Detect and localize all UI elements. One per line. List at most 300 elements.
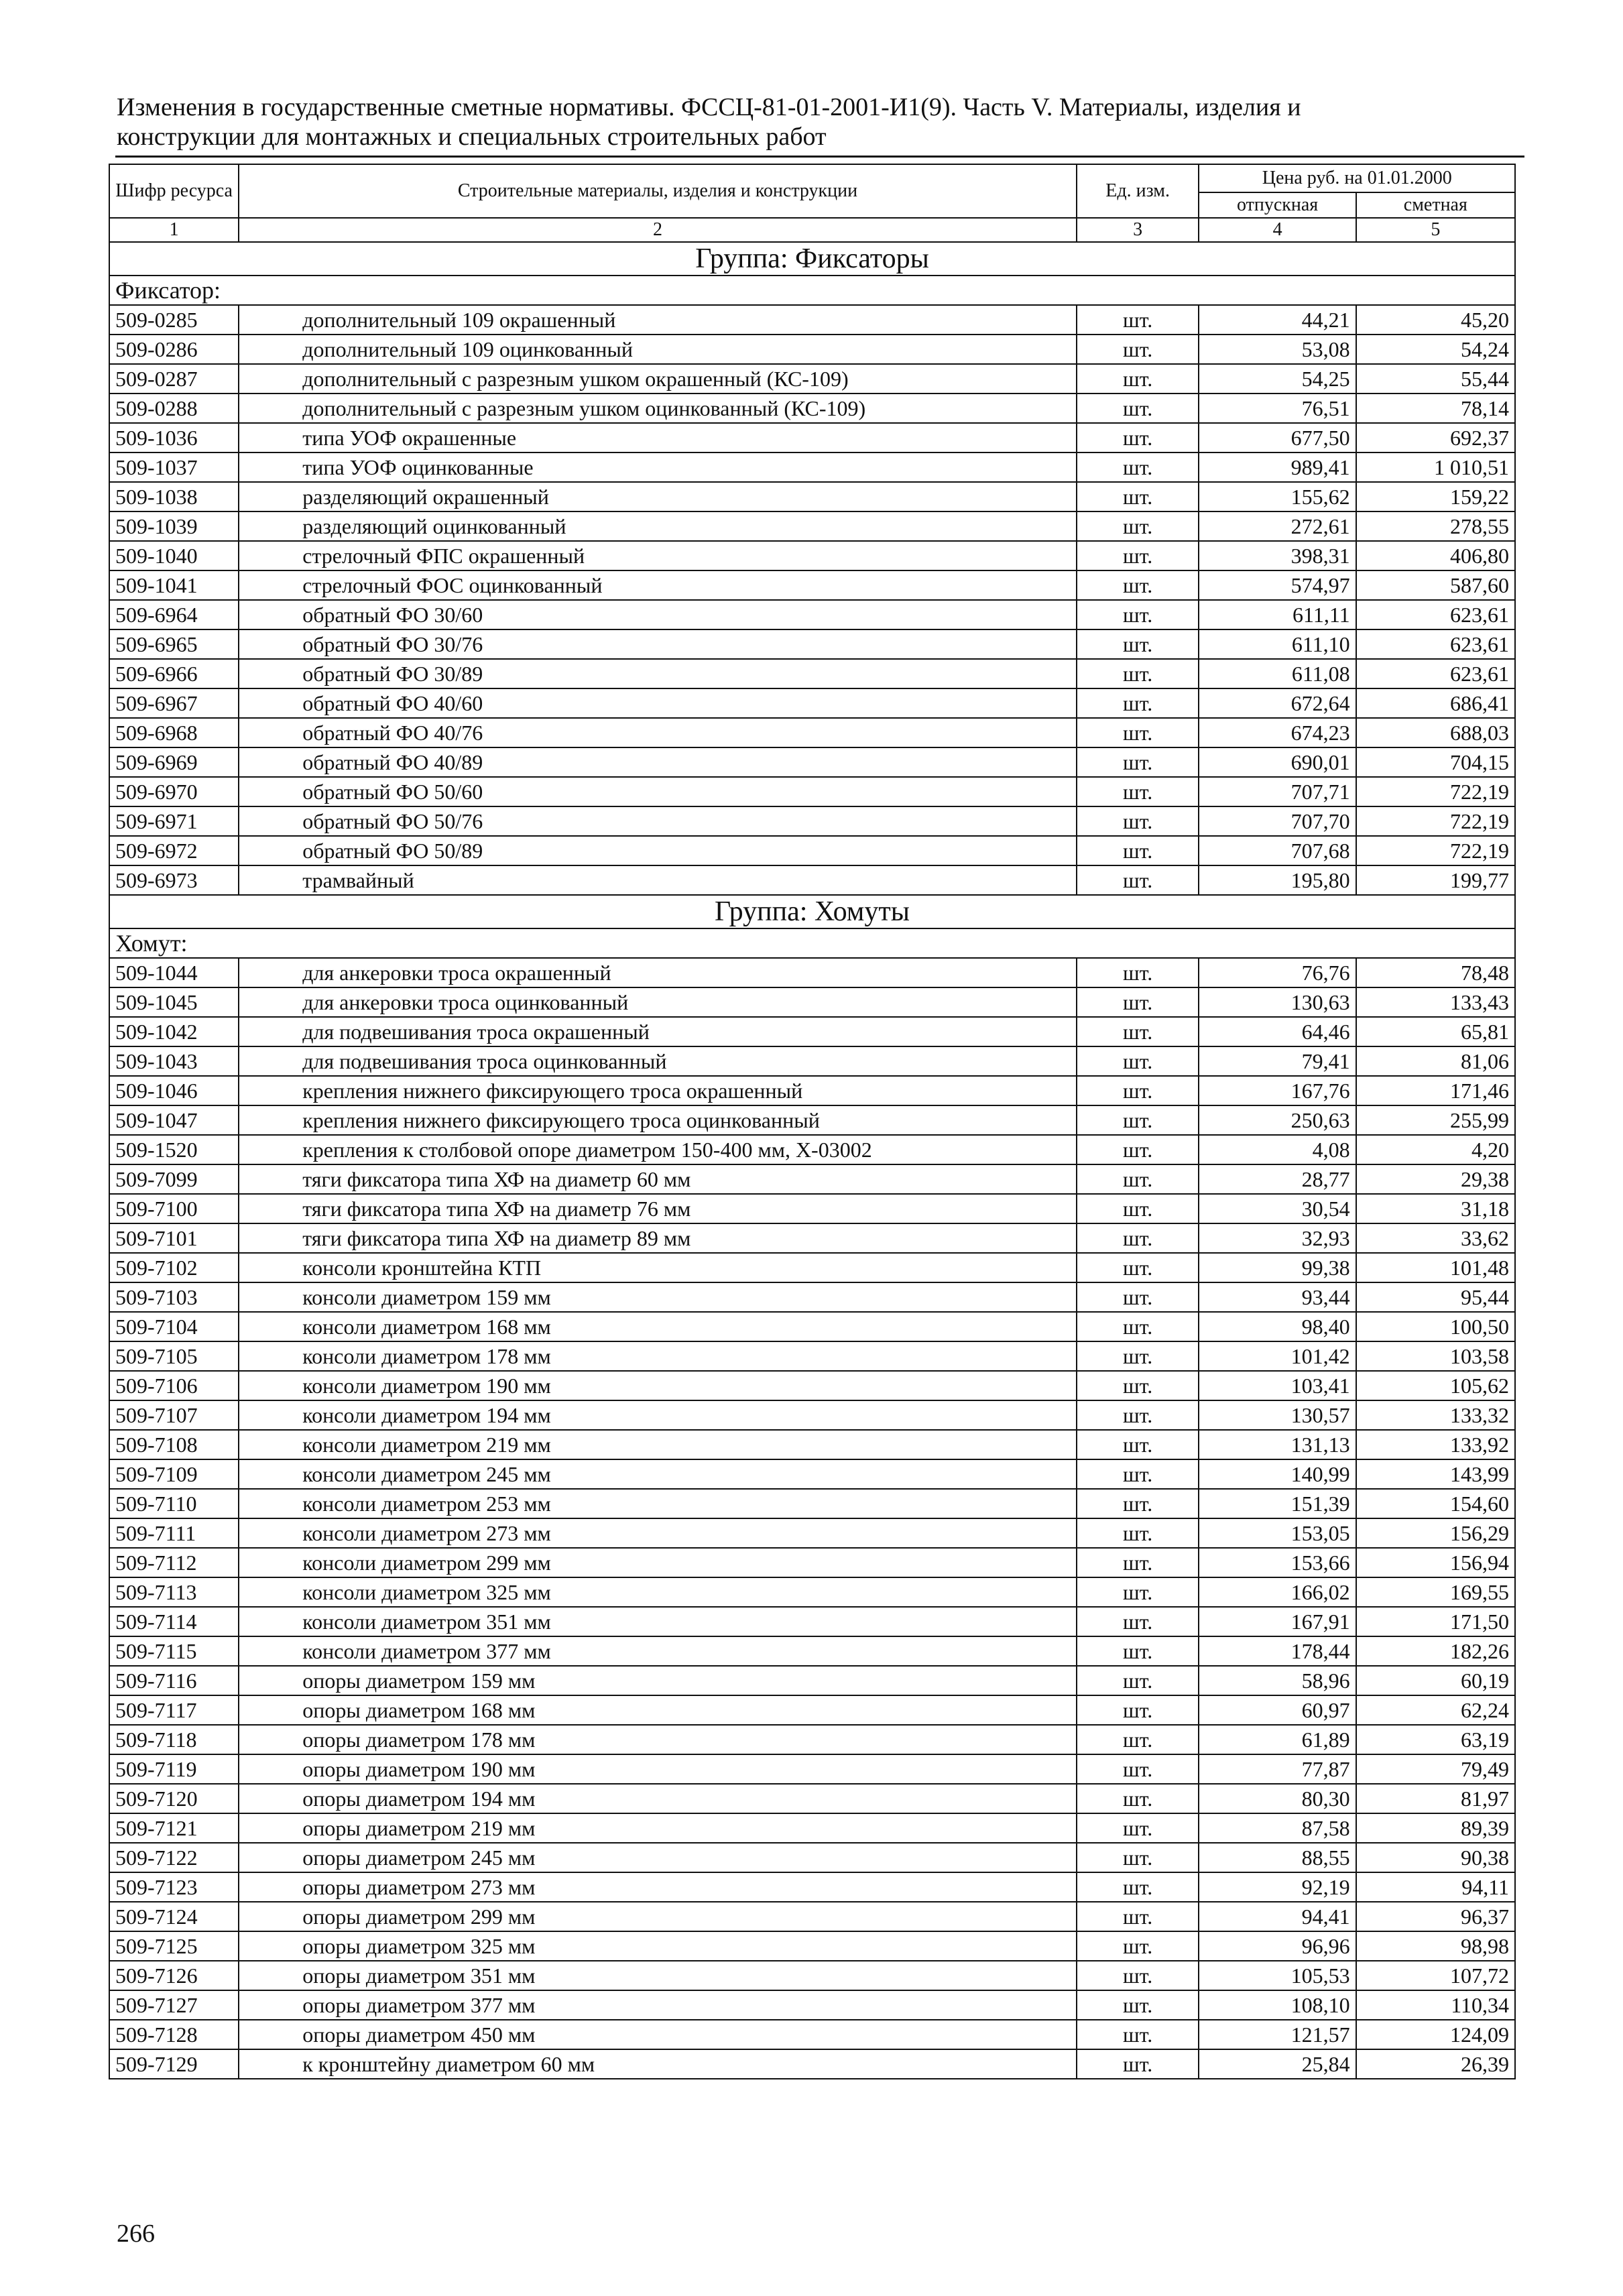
table-row — [109, 718, 1515, 747]
material-name-cell: опоры диаметром 159 мм — [239, 1666, 1077, 1695]
unit-cell: шт. — [1077, 1636, 1199, 1666]
column-header-name: Строительные материалы, изделия и конструкции — [239, 164, 1077, 218]
resource-code-cell: 509-0286 — [109, 335, 239, 364]
material-name-cell: дополнительный с разрезным ушком оцинкованный (КС-109) — [239, 394, 1077, 423]
estimate-price-cell: 81,97 — [1356, 1784, 1515, 1813]
table-row — [109, 1754, 1515, 1784]
estimate-price-cell: 159,22 — [1356, 482, 1515, 511]
unit-cell: шт. — [1077, 1135, 1199, 1164]
resource-code-cell: 509-1047 — [109, 1105, 239, 1135]
release-price-cell: 166,02 — [1199, 1577, 1356, 1607]
resource-code-cell: 509-1045 — [109, 987, 239, 1017]
resource-code-cell: 509-1040 — [109, 541, 239, 570]
resource-code-cell: 509-1043 — [109, 1046, 239, 1076]
unit-cell: шт. — [1077, 1784, 1199, 1813]
column-header-code: Шифр ресурса — [109, 164, 239, 218]
release-price-cell: 195,80 — [1199, 865, 1356, 895]
unit-cell: шт. — [1077, 1076, 1199, 1105]
release-price-cell: 77,87 — [1199, 1754, 1356, 1784]
estimate-price-cell: 704,15 — [1356, 747, 1515, 777]
unit-cell: шт. — [1077, 1695, 1199, 1725]
unit-cell: шт. — [1077, 836, 1199, 865]
table-row — [109, 747, 1515, 777]
estimate-price-cell: 182,26 — [1356, 1636, 1515, 1666]
release-price-cell: 167,91 — [1199, 1607, 1356, 1636]
unit-cell: шт. — [1077, 777, 1199, 806]
resource-code-cell: 509-1041 — [109, 570, 239, 600]
resource-code-cell: 509-7117 — [109, 1695, 239, 1725]
estimate-price-cell: 63,19 — [1356, 1725, 1515, 1754]
estimate-price-cell: 722,19 — [1356, 836, 1515, 865]
estimate-price-cell: 143,99 — [1356, 1459, 1515, 1489]
unit-cell: шт. — [1077, 364, 1199, 394]
page-number: 266 — [117, 2220, 155, 2248]
estimate-price-cell: 100,50 — [1356, 1312, 1515, 1341]
unit-cell: шт. — [1077, 1164, 1199, 1194]
release-price-cell: 76,76 — [1199, 958, 1356, 987]
resource-code-cell: 509-1046 — [109, 1076, 239, 1105]
unit-cell: шт. — [1077, 659, 1199, 688]
estimate-price-cell: 62,24 — [1356, 1695, 1515, 1725]
table-row — [109, 1577, 1515, 1607]
material-name-cell: типа УОФ оцинкованные — [239, 452, 1077, 482]
release-price-cell: 105,53 — [1199, 1961, 1356, 1990]
release-price-cell: 108,10 — [1199, 1990, 1356, 2020]
release-price-cell: 130,63 — [1199, 987, 1356, 1017]
release-price-cell: 99,38 — [1199, 1253, 1356, 1282]
material-name-cell: консоли диаметром 159 мм — [239, 1282, 1077, 1312]
subgroup-title: Фиксатор: — [109, 276, 1515, 305]
material-name-cell: обратный ФО 50/60 — [239, 777, 1077, 806]
subgroup-row — [109, 928, 1515, 958]
estimate-price-cell: 89,39 — [1356, 1813, 1515, 1843]
table-row — [109, 2049, 1515, 2079]
table-row — [109, 1843, 1515, 1872]
estimate-price-cell: 110,34 — [1356, 1990, 1515, 2020]
release-price-cell: 4,08 — [1199, 1135, 1356, 1164]
resource-code-cell: 509-7104 — [109, 1312, 239, 1341]
release-price-cell: 707,70 — [1199, 806, 1356, 836]
estimate-price-cell: 156,94 — [1356, 1548, 1515, 1577]
table-row — [109, 806, 1515, 836]
estimate-price-cell: 65,81 — [1356, 1017, 1515, 1046]
release-price-cell: 131,13 — [1199, 1430, 1356, 1459]
table-row — [109, 1813, 1515, 1843]
resource-code-cell: 509-7118 — [109, 1725, 239, 1754]
resource-code-cell: 509-1037 — [109, 452, 239, 482]
table-row — [109, 423, 1515, 452]
estimate-price-cell: 692,37 — [1356, 423, 1515, 452]
material-name-cell: опоры диаметром 325 мм — [239, 1931, 1077, 1961]
material-name-cell: обратный ФО 50/89 — [239, 836, 1077, 865]
estimate-price-cell: 55,44 — [1356, 364, 1515, 394]
estimate-price-cell: 199,77 — [1356, 865, 1515, 895]
resource-code-cell: 509-1038 — [109, 482, 239, 511]
resource-code-cell: 509-6968 — [109, 718, 239, 747]
column-header-unit: Ед. изм. — [1077, 164, 1199, 218]
estimate-price-cell: 105,62 — [1356, 1371, 1515, 1400]
estimate-price-cell: 722,19 — [1356, 777, 1515, 806]
release-price-cell: 611,11 — [1199, 600, 1356, 629]
resource-code-cell: 509-6964 — [109, 600, 239, 629]
unit-cell: шт. — [1077, 1312, 1199, 1341]
table-row — [109, 1371, 1515, 1400]
material-name-cell: консоли кронштейна КТП — [239, 1253, 1077, 1282]
estimate-price-cell: 95,44 — [1356, 1282, 1515, 1312]
column-number-5: 5 — [1356, 218, 1515, 242]
unit-cell: шт. — [1077, 1105, 1199, 1135]
material-name-cell: крепления нижнего фиксирующего троса окрашенный — [239, 1076, 1077, 1105]
estimate-price-cell: 31,18 — [1356, 1194, 1515, 1223]
table-row — [109, 511, 1515, 541]
material-name-cell: консоли диаметром 245 мм — [239, 1459, 1077, 1489]
resource-code-cell: 509-7120 — [109, 1784, 239, 1813]
material-name-cell: опоры диаметром 273 мм — [239, 1872, 1077, 1902]
material-name-cell: обратный ФО 40/60 — [239, 688, 1077, 718]
resource-code-cell: 509-7125 — [109, 1931, 239, 1961]
price-table — [109, 164, 1516, 2079]
release-price-cell: 76,51 — [1199, 394, 1356, 423]
material-name-cell: консоли диаметром 377 мм — [239, 1636, 1077, 1666]
material-name-cell: тяги фиксатора типа ХФ на диаметр 76 мм — [239, 1194, 1077, 1223]
release-price-cell: 672,64 — [1199, 688, 1356, 718]
group-heading-row — [109, 895, 1515, 928]
resource-code-cell: 509-1036 — [109, 423, 239, 452]
material-name-cell: консоли диаметром 219 мм — [239, 1430, 1077, 1459]
release-price-cell: 155,62 — [1199, 482, 1356, 511]
resource-code-cell: 509-7127 — [109, 1990, 239, 2020]
unit-cell: шт. — [1077, 541, 1199, 570]
resource-code-cell: 509-1042 — [109, 1017, 239, 1046]
estimate-price-cell: 78,48 — [1356, 958, 1515, 987]
unit-cell: шт. — [1077, 1725, 1199, 1754]
estimate-price-cell: 29,38 — [1356, 1164, 1515, 1194]
resource-code-cell: 509-7108 — [109, 1430, 239, 1459]
table-row — [109, 541, 1515, 570]
unit-cell: шт. — [1077, 423, 1199, 452]
table-row — [109, 482, 1515, 511]
resource-code-cell: 509-7109 — [109, 1459, 239, 1489]
resource-code-cell: 509-7103 — [109, 1282, 239, 1312]
resource-code-cell: 509-7121 — [109, 1813, 239, 1843]
estimate-price-cell: 81,06 — [1356, 1046, 1515, 1076]
release-price-cell: 130,57 — [1199, 1400, 1356, 1430]
estimate-price-cell: 94,11 — [1356, 1872, 1515, 1902]
unit-cell: шт. — [1077, 2020, 1199, 2049]
estimate-price-cell: 154,60 — [1356, 1489, 1515, 1518]
material-name-cell: для подвешивания троса оцинкованный — [239, 1046, 1077, 1076]
header-title-line-1: Изменения в государственные сметные нормативы. ФССЦ-81-01-2001-И1(9). Часть V. Материалы, изделия и — [117, 93, 1301, 121]
column-number-1: 1 — [109, 218, 239, 242]
material-name-cell: тяги фиксатора типа ХФ на диаметр 60 мм — [239, 1164, 1077, 1194]
material-name-cell: для анкеровки троса оцинкованный — [239, 987, 1077, 1017]
material-name-cell: опоры диаметром 194 мм — [239, 1784, 1077, 1813]
table-row — [109, 1017, 1515, 1046]
estimate-price-cell: 722,19 — [1356, 806, 1515, 836]
table-row — [109, 1341, 1515, 1371]
column-number-3: 3 — [1077, 218, 1199, 242]
estimate-price-cell: 171,46 — [1356, 1076, 1515, 1105]
unit-cell: шт. — [1077, 1371, 1199, 1400]
release-price-cell: 53,08 — [1199, 335, 1356, 364]
estimate-price-cell: 278,55 — [1356, 511, 1515, 541]
table-row — [109, 1784, 1515, 1813]
estimate-price-cell: 133,92 — [1356, 1430, 1515, 1459]
table-row — [109, 865, 1515, 895]
estimate-price-cell: 406,80 — [1356, 541, 1515, 570]
resource-code-cell: 509-7112 — [109, 1548, 239, 1577]
release-price-cell: 153,05 — [1199, 1518, 1356, 1548]
table-row — [109, 1636, 1515, 1666]
estimate-price-cell: 103,58 — [1356, 1341, 1515, 1371]
material-name-cell: опоры диаметром 450 мм — [239, 2020, 1077, 2049]
release-price-cell: 611,08 — [1199, 659, 1356, 688]
estimate-price-cell: 623,61 — [1356, 629, 1515, 659]
unit-cell: шт. — [1077, 2049, 1199, 2079]
release-price-cell: 707,71 — [1199, 777, 1356, 806]
unit-cell: шт. — [1077, 688, 1199, 718]
unit-cell: шт. — [1077, 511, 1199, 541]
table-row — [109, 1282, 1515, 1312]
column-number-2: 2 — [239, 218, 1077, 242]
column-header-release-price: отпускная — [1199, 192, 1356, 218]
release-price-cell: 101,42 — [1199, 1341, 1356, 1371]
material-name-cell: трамвайный — [239, 865, 1077, 895]
estimate-price-cell: 54,24 — [1356, 335, 1515, 364]
material-name-cell: разделяющий оцинкованный — [239, 511, 1077, 541]
release-price-cell: 32,93 — [1199, 1223, 1356, 1253]
material-name-cell: опоры диаметром 351 мм — [239, 1961, 1077, 1990]
material-name-cell: стрелочный ФОС оцинкованный — [239, 570, 1077, 600]
estimate-price-cell: 587,60 — [1356, 570, 1515, 600]
unit-cell: шт. — [1077, 600, 1199, 629]
estimate-price-cell: 33,62 — [1356, 1223, 1515, 1253]
table-row — [109, 1164, 1515, 1194]
release-price-cell: 94,41 — [1199, 1902, 1356, 1931]
release-price-cell: 25,84 — [1199, 2049, 1356, 2079]
unit-cell: шт. — [1077, 305, 1199, 335]
resource-code-cell: 509-6973 — [109, 865, 239, 895]
material-name-cell: опоры диаметром 168 мм — [239, 1695, 1077, 1725]
material-name-cell: консоли диаметром 273 мм — [239, 1518, 1077, 1548]
table-row — [109, 1990, 1515, 2020]
resource-code-cell: 509-7116 — [109, 1666, 239, 1695]
unit-cell: шт. — [1077, 1961, 1199, 1990]
unit-cell: шт. — [1077, 570, 1199, 600]
estimate-price-cell: 101,48 — [1356, 1253, 1515, 1282]
table-row — [109, 1312, 1515, 1341]
table-header — [109, 164, 1515, 242]
estimate-price-cell: 255,99 — [1356, 1105, 1515, 1135]
table-row — [109, 600, 1515, 629]
table-row — [109, 570, 1515, 600]
unit-cell: шт. — [1077, 865, 1199, 895]
release-price-cell: 250,63 — [1199, 1105, 1356, 1135]
unit-cell: шт. — [1077, 1931, 1199, 1961]
material-name-cell: консоли диаметром 299 мм — [239, 1548, 1077, 1577]
resource-code-cell: 509-6972 — [109, 836, 239, 865]
material-name-cell: дополнительный 109 окрашенный — [239, 305, 1077, 335]
document-header — [117, 93, 1524, 152]
unit-cell: шт. — [1077, 1548, 1199, 1577]
material-name-cell: для анкеровки троса окрашенный — [239, 958, 1077, 987]
estimate-price-cell: 96,37 — [1356, 1902, 1515, 1931]
release-price-cell: 677,50 — [1199, 423, 1356, 452]
estimate-price-cell: 623,61 — [1356, 600, 1515, 629]
unit-cell: шт. — [1077, 1577, 1199, 1607]
table-row — [109, 659, 1515, 688]
unit-cell: шт. — [1077, 1459, 1199, 1489]
release-price-cell: 88,55 — [1199, 1843, 1356, 1872]
unit-cell: шт. — [1077, 1400, 1199, 1430]
material-name-cell: обратный ФО 40/89 — [239, 747, 1077, 777]
release-price-cell: 93,44 — [1199, 1282, 1356, 1312]
material-name-cell: опоры диаметром 178 мм — [239, 1725, 1077, 1754]
material-name-cell: опоры диаметром 299 мм — [239, 1902, 1077, 1931]
estimate-price-cell: 688,03 — [1356, 718, 1515, 747]
resource-code-cell: 509-7114 — [109, 1607, 239, 1636]
unit-cell: шт. — [1077, 1282, 1199, 1312]
release-price-cell: 80,30 — [1199, 1784, 1356, 1813]
resource-code-cell: 509-7124 — [109, 1902, 239, 1931]
estimate-price-cell: 124,09 — [1356, 2020, 1515, 2049]
resource-code-cell: 509-6967 — [109, 688, 239, 718]
material-name-cell: опоры диаметром 377 мм — [239, 1990, 1077, 2020]
subgroup-title: Хомут: — [109, 928, 1515, 958]
resource-code-cell: 509-7115 — [109, 1636, 239, 1666]
table-row — [109, 1872, 1515, 1902]
resource-code-cell: 509-1039 — [109, 511, 239, 541]
unit-cell: шт. — [1077, 1341, 1199, 1371]
estimate-price-cell: 133,43 — [1356, 987, 1515, 1017]
resource-code-cell: 509-7106 — [109, 1371, 239, 1400]
material-name-cell: обратный ФО 50/76 — [239, 806, 1077, 836]
material-name-cell: обратный ФО 30/60 — [239, 600, 1077, 629]
subgroup-row — [109, 276, 1515, 305]
resource-code-cell: 509-6965 — [109, 629, 239, 659]
release-price-cell: 87,58 — [1199, 1813, 1356, 1843]
column-header-estimate-price: сметная — [1356, 192, 1515, 218]
table-row — [109, 1135, 1515, 1164]
table-row — [109, 1400, 1515, 1430]
resource-code-cell: 509-7105 — [109, 1341, 239, 1371]
resource-code-cell: 509-7110 — [109, 1489, 239, 1518]
table-row — [109, 1902, 1515, 1931]
estimate-price-cell: 26,39 — [1356, 2049, 1515, 2079]
table-row — [109, 305, 1515, 335]
unit-cell: шт. — [1077, 718, 1199, 747]
table-row — [109, 1931, 1515, 1961]
table-row — [109, 1725, 1515, 1754]
table-row — [109, 1695, 1515, 1725]
group-heading-row — [109, 242, 1515, 276]
estimate-price-cell: 133,32 — [1356, 1400, 1515, 1430]
table-row — [109, 1459, 1515, 1489]
table-row — [109, 836, 1515, 865]
estimate-price-cell: 107,72 — [1356, 1961, 1515, 1990]
unit-cell: шт. — [1077, 958, 1199, 987]
material-name-cell: крепления нижнего фиксирующего троса оцинкованный — [239, 1105, 1077, 1135]
material-name-cell: к кронштейну диаметром 60 мм — [239, 2049, 1077, 2079]
estimate-price-cell: 1 010,51 — [1356, 452, 1515, 482]
table-row — [109, 629, 1515, 659]
resource-code-cell: 509-7129 — [109, 2049, 239, 2079]
table-row — [109, 1223, 1515, 1253]
unit-cell: шт. — [1077, 1902, 1199, 1931]
estimate-price-cell: 169,55 — [1356, 1577, 1515, 1607]
release-price-cell: 44,21 — [1199, 305, 1356, 335]
release-price-cell: 64,46 — [1199, 1017, 1356, 1046]
unit-cell: шт. — [1077, 1754, 1199, 1784]
release-price-cell: 96,96 — [1199, 1931, 1356, 1961]
table-row — [109, 1489, 1515, 1518]
unit-cell: шт. — [1077, 1872, 1199, 1902]
column-number-4: 4 — [1199, 218, 1356, 242]
resource-code-cell: 509-0288 — [109, 394, 239, 423]
resource-code-cell: 509-7101 — [109, 1223, 239, 1253]
release-price-cell: 272,61 — [1199, 511, 1356, 541]
release-price-cell: 58,96 — [1199, 1666, 1356, 1695]
group-title: Группа: Фиксаторы — [109, 242, 1515, 276]
table-row — [109, 777, 1515, 806]
table-row — [109, 1961, 1515, 1990]
estimate-price-cell: 79,49 — [1356, 1754, 1515, 1784]
table-row — [109, 364, 1515, 394]
unit-cell: шт. — [1077, 1607, 1199, 1636]
release-price-cell: 140,99 — [1199, 1459, 1356, 1489]
material-name-cell: консоли диаметром 325 мм — [239, 1577, 1077, 1607]
material-name-cell: обратный ФО 40/76 — [239, 718, 1077, 747]
table-row — [109, 394, 1515, 423]
unit-cell: шт. — [1077, 1518, 1199, 1548]
release-price-cell: 178,44 — [1199, 1636, 1356, 1666]
unit-cell: шт. — [1077, 1813, 1199, 1843]
resource-code-cell: 509-7099 — [109, 1164, 239, 1194]
release-price-cell: 989,41 — [1199, 452, 1356, 482]
table-row — [109, 1253, 1515, 1282]
unit-cell: шт. — [1077, 747, 1199, 777]
material-name-cell: стрелочный ФПС окрашенный — [239, 541, 1077, 570]
resource-code-cell: 509-1520 — [109, 1135, 239, 1164]
unit-cell: шт. — [1077, 394, 1199, 423]
resource-code-cell: 509-7119 — [109, 1754, 239, 1784]
release-price-cell: 61,89 — [1199, 1725, 1356, 1754]
release-price-cell: 690,01 — [1199, 747, 1356, 777]
estimate-price-cell: 4,20 — [1356, 1135, 1515, 1164]
resource-code-cell: 509-6970 — [109, 777, 239, 806]
estimate-price-cell: 45,20 — [1356, 305, 1515, 335]
table-row — [109, 1518, 1515, 1548]
material-name-cell: типа УОФ окрашенные — [239, 423, 1077, 452]
release-price-cell: 54,25 — [1199, 364, 1356, 394]
table-row — [109, 1548, 1515, 1577]
resource-code-cell: 509-7111 — [109, 1518, 239, 1548]
table-row — [109, 987, 1515, 1017]
unit-cell: шт. — [1077, 1489, 1199, 1518]
table-row — [109, 688, 1515, 718]
release-price-cell: 28,77 — [1199, 1164, 1356, 1194]
unit-cell: шт. — [1077, 1017, 1199, 1046]
estimate-price-cell: 60,19 — [1356, 1666, 1515, 1695]
table-row — [109, 1666, 1515, 1695]
resource-code-cell: 509-0287 — [109, 364, 239, 394]
resource-code-cell: 509-7100 — [109, 1194, 239, 1223]
table-row — [109, 1607, 1515, 1636]
resource-code-cell: 509-6966 — [109, 659, 239, 688]
material-name-cell: консоли диаметром 178 мм — [239, 1341, 1077, 1371]
release-price-cell: 92,19 — [1199, 1872, 1356, 1902]
resource-code-cell: 509-6971 — [109, 806, 239, 836]
